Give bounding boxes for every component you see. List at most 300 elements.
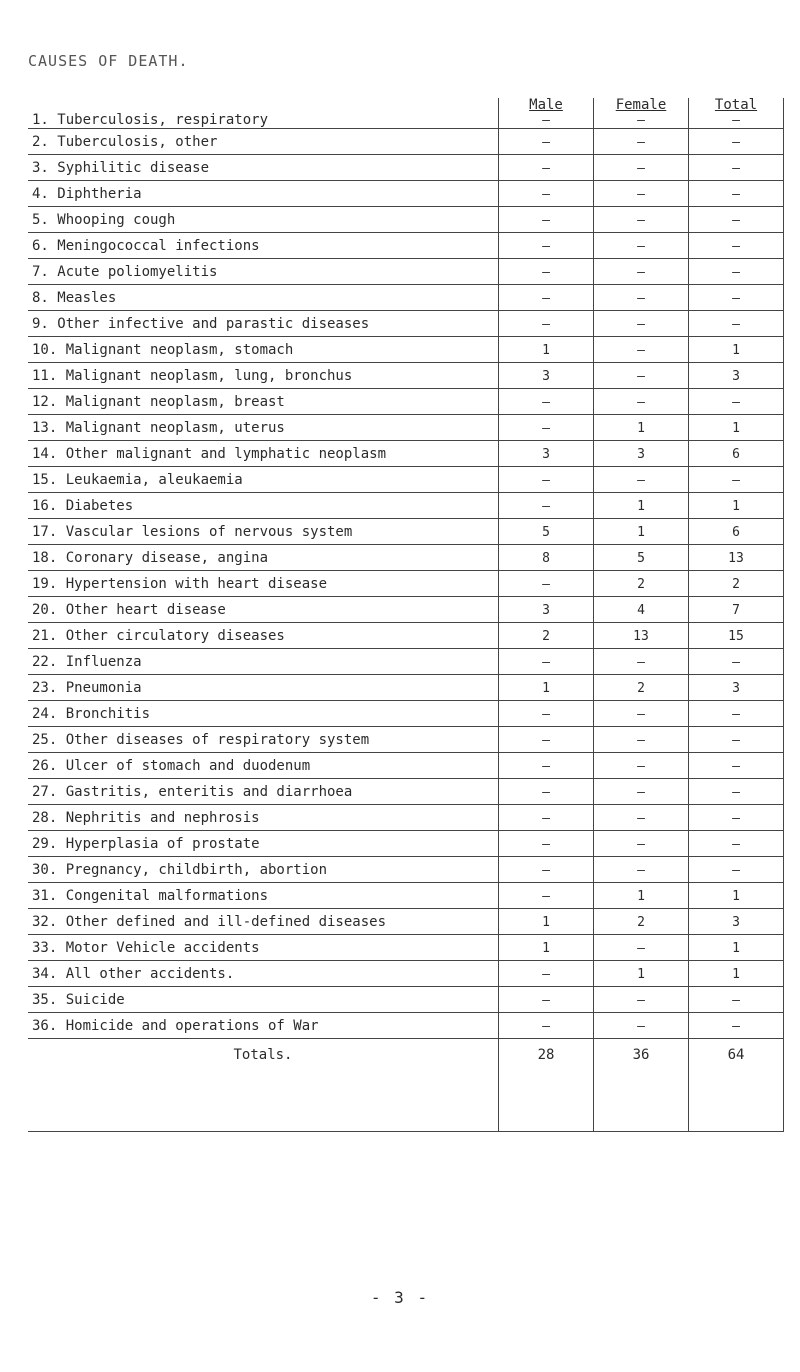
female-value: — — [637, 394, 645, 410]
male-cell — [499, 519, 594, 545]
column-header-total: Total — [714, 97, 758, 113]
total-value: 6 — [732, 524, 740, 540]
totals-total-cell — [689, 1039, 784, 1132]
female-value: — — [637, 862, 645, 878]
male-cell — [499, 571, 594, 597]
table-row — [28, 909, 784, 935]
female-cell — [594, 311, 689, 337]
table-row — [28, 597, 784, 623]
female-value: 2 — [637, 680, 645, 696]
total-cell — [689, 727, 784, 753]
cause-cell — [28, 727, 499, 753]
male-cell — [499, 597, 594, 623]
cause-cell — [28, 805, 499, 831]
male-value: — — [542, 758, 550, 774]
female-cell — [594, 571, 689, 597]
cause-cell — [28, 987, 499, 1013]
table-row — [28, 467, 784, 493]
female-value: — — [637, 264, 645, 280]
female-cell — [594, 987, 689, 1013]
female-value: — — [637, 368, 645, 384]
totals-female-value: 36 — [632, 1047, 650, 1063]
total-value: 1 — [732, 966, 740, 982]
female-cell — [594, 259, 689, 285]
total-cell — [689, 129, 784, 155]
cause-label: 28. Nephritis and nephrosis — [32, 809, 260, 826]
totals-row — [28, 1039, 784, 1132]
total-cell — [689, 98, 784, 129]
male-value: 1 — [542, 940, 550, 956]
table-row — [28, 675, 784, 701]
female-cell — [594, 779, 689, 805]
female-cell — [594, 233, 689, 259]
male-value: — — [542, 498, 550, 514]
total-cell — [689, 415, 784, 441]
cause-label: 10. Malignant neoplasm, stomach — [32, 341, 294, 358]
female-value: 1 — [637, 498, 645, 514]
female-cell — [594, 1013, 689, 1039]
cause-label: 1. Tuberculosis, respiratory — [32, 112, 269, 128]
total-cell — [689, 805, 784, 831]
total-cell — [689, 571, 784, 597]
table-row — [28, 363, 784, 389]
cause-label: 29. Hyperplasia of prostate — [32, 835, 260, 852]
male-cell — [499, 753, 594, 779]
male-value: — — [542, 654, 550, 670]
total-value: — — [732, 758, 740, 774]
male-cell — [499, 1013, 594, 1039]
male-value: — — [542, 420, 550, 436]
total-cell — [689, 181, 784, 207]
male-value: — — [542, 186, 550, 202]
cause-cell — [28, 701, 499, 727]
table-row — [28, 805, 784, 831]
table-row — [28, 311, 784, 337]
female-cell — [594, 883, 689, 909]
column-header-female: Female — [615, 97, 667, 113]
total-cell — [689, 935, 784, 961]
total-cell — [689, 987, 784, 1013]
male-value: — — [542, 113, 550, 128]
cause-label: 18. Coronary disease, angina — [32, 549, 269, 566]
male-value: 3 — [542, 602, 550, 618]
female-cell — [594, 467, 689, 493]
total-value: — — [732, 862, 740, 878]
table-row — [28, 337, 784, 363]
cause-cell — [28, 181, 499, 207]
cause-label: 35. Suicide — [32, 991, 125, 1008]
total-cell — [689, 285, 784, 311]
male-cell — [499, 311, 594, 337]
female-value: 1 — [637, 524, 645, 540]
cause-label: 25. Other diseases of respiratory system — [32, 731, 370, 748]
table-row — [28, 727, 784, 753]
page-heading: CAUSES OF DEATH. — [28, 52, 189, 70]
cause-cell — [28, 675, 499, 701]
male-value: — — [542, 732, 550, 748]
female-value: — — [637, 1018, 645, 1034]
totals-female-cell — [594, 1039, 689, 1132]
female-cell — [594, 545, 689, 571]
cause-cell — [28, 857, 499, 883]
male-value: — — [542, 264, 550, 280]
table-row — [28, 181, 784, 207]
female-value: — — [637, 472, 645, 488]
cause-cell — [28, 233, 499, 259]
total-cell — [689, 337, 784, 363]
cause-label: 22. Influenza — [32, 653, 142, 670]
female-cell — [594, 857, 689, 883]
female-value: 13 — [633, 628, 649, 644]
female-value: — — [637, 836, 645, 852]
male-cell — [499, 155, 594, 181]
cause-cell — [28, 831, 499, 857]
table-row — [28, 649, 784, 675]
total-cell — [689, 623, 784, 649]
total-cell — [689, 1013, 784, 1039]
total-cell — [689, 675, 784, 701]
female-cell — [594, 597, 689, 623]
male-value: 3 — [542, 368, 550, 384]
male-cell — [499, 129, 594, 155]
female-cell — [594, 441, 689, 467]
cause-cell — [28, 753, 499, 779]
table-row — [28, 779, 784, 805]
female-cell — [594, 909, 689, 935]
cause-cell — [28, 623, 499, 649]
male-cell — [499, 207, 594, 233]
female-cell — [594, 623, 689, 649]
cause-cell — [28, 571, 499, 597]
male-cell — [499, 831, 594, 857]
cause-cell — [28, 545, 499, 571]
male-cell — [499, 935, 594, 961]
total-value: — — [732, 316, 740, 332]
cause-cell — [28, 441, 499, 467]
cause-cell — [28, 1013, 499, 1039]
total-cell — [689, 961, 784, 987]
female-value: — — [637, 758, 645, 774]
total-value: — — [732, 836, 740, 852]
cause-label: 15. Leukaemia, aleukaemia — [32, 471, 243, 488]
total-value: 7 — [732, 602, 740, 618]
cause-cell — [28, 493, 499, 519]
female-cell — [594, 207, 689, 233]
cause-label: 4. Diphtheria — [32, 185, 142, 202]
table-row — [28, 961, 784, 987]
causes-of-death-table — [28, 98, 778, 1132]
table-row — [28, 935, 784, 961]
cause-label: 5. Whooping cough — [32, 211, 176, 228]
female-cell — [594, 675, 689, 701]
cause-cell — [28, 363, 499, 389]
table-row — [28, 519, 784, 545]
male-cell — [499, 181, 594, 207]
table-row — [28, 571, 784, 597]
female-cell — [594, 805, 689, 831]
female-value: — — [637, 654, 645, 670]
male-cell — [499, 467, 594, 493]
cause-label: 21. Other circulatory diseases — [32, 627, 285, 644]
total-cell — [689, 857, 784, 883]
cause-label: 12. Malignant neoplasm, breast — [32, 393, 285, 410]
table-row — [28, 233, 784, 259]
male-cell — [499, 259, 594, 285]
female-value: 1 — [637, 966, 645, 982]
female-value: — — [637, 940, 645, 956]
total-cell — [689, 545, 784, 571]
female-value: 3 — [637, 446, 645, 462]
table-row — [28, 831, 784, 857]
total-cell — [689, 233, 784, 259]
cause-label: 14. Other malignant and lymphatic neoplasm — [32, 445, 387, 462]
male-value: — — [542, 576, 550, 592]
total-value: 1 — [732, 498, 740, 514]
female-value: — — [637, 810, 645, 826]
cause-label: 9. Other infective and parastic diseases — [32, 315, 370, 332]
total-value: — — [732, 992, 740, 1008]
cause-cell — [28, 155, 499, 181]
total-value: 1 — [732, 342, 740, 358]
male-value: — — [542, 394, 550, 410]
total-value: 1 — [732, 888, 740, 904]
male-cell — [499, 883, 594, 909]
male-cell — [499, 337, 594, 363]
male-cell — [499, 98, 594, 129]
female-cell — [594, 389, 689, 415]
male-value: 1 — [542, 680, 550, 696]
table-row — [28, 415, 784, 441]
totals-male-cell — [499, 1039, 594, 1132]
female-cell — [594, 493, 689, 519]
male-cell — [499, 649, 594, 675]
cause-cell — [28, 285, 499, 311]
total-value: 1 — [732, 420, 740, 436]
total-value: — — [732, 784, 740, 800]
total-value: — — [732, 472, 740, 488]
female-value: — — [637, 134, 645, 150]
cause-cell — [28, 467, 499, 493]
table-row — [28, 1013, 784, 1039]
male-value: — — [542, 810, 550, 826]
cause-cell — [28, 337, 499, 363]
cause-cell — [28, 389, 499, 415]
male-value: — — [542, 212, 550, 228]
table-header-row — [28, 98, 784, 129]
male-cell — [499, 779, 594, 805]
total-cell — [689, 207, 784, 233]
cause-label: 30. Pregnancy, childbirth, abortion — [32, 861, 328, 878]
cause-label: 23. Pneumonia — [32, 679, 142, 696]
male-cell — [499, 701, 594, 727]
female-cell — [594, 181, 689, 207]
female-value: 2 — [637, 576, 645, 592]
cause-label: 20. Other heart disease — [32, 601, 226, 618]
total-cell — [689, 155, 784, 181]
female-cell — [594, 285, 689, 311]
cause-cell — [28, 883, 499, 909]
male-value: — — [542, 238, 550, 254]
totals-total-value: 64 — [727, 1047, 745, 1063]
male-value: — — [542, 784, 550, 800]
male-cell — [499, 389, 594, 415]
total-cell — [689, 701, 784, 727]
table-row — [28, 441, 784, 467]
cause-label: 3. Syphilitic disease — [32, 159, 210, 176]
cause-label: 33. Motor Vehicle accidents — [32, 939, 260, 956]
cause-cell — [28, 98, 499, 129]
cause-label: 24. Bronchitis — [32, 705, 151, 722]
female-value: — — [637, 732, 645, 748]
total-value: — — [732, 810, 740, 826]
female-cell — [594, 337, 689, 363]
female-value: — — [637, 160, 645, 176]
totals-label: Totals. — [233, 1047, 293, 1063]
totals-male-value: 28 — [537, 1047, 555, 1063]
table-row — [28, 259, 784, 285]
female-cell — [594, 98, 689, 129]
cause-cell — [28, 129, 499, 155]
table-row — [28, 155, 784, 181]
cause-label: 27. Gastritis, enteritis and diarrhoea — [32, 783, 353, 800]
female-value: — — [637, 342, 645, 358]
cause-label: 17. Vascular lesions of nervous system — [32, 523, 353, 540]
total-cell — [689, 259, 784, 285]
male-value: 1 — [542, 342, 550, 358]
female-cell — [594, 649, 689, 675]
female-cell — [594, 155, 689, 181]
female-value: — — [637, 113, 645, 128]
male-cell — [499, 805, 594, 831]
male-cell — [499, 441, 594, 467]
cause-label: 34. All other accidents. — [32, 965, 235, 982]
total-value: 3 — [732, 914, 740, 930]
total-cell — [689, 831, 784, 857]
cause-label: 31. Congenital malformations — [32, 887, 269, 904]
total-value: — — [732, 238, 740, 254]
female-cell — [594, 935, 689, 961]
table-row — [28, 987, 784, 1013]
male-value: — — [542, 290, 550, 306]
total-cell — [689, 311, 784, 337]
total-cell — [689, 779, 784, 805]
cause-label: 26. Ulcer of stomach and duodenum — [32, 757, 311, 774]
female-cell — [594, 129, 689, 155]
male-value: 8 — [542, 550, 550, 566]
cause-cell — [28, 519, 499, 545]
female-cell — [594, 701, 689, 727]
total-value: 13 — [728, 550, 744, 566]
female-value: 4 — [637, 602, 645, 618]
total-value: — — [732, 654, 740, 670]
total-value: 3 — [732, 368, 740, 384]
total-cell — [689, 441, 784, 467]
male-cell — [499, 285, 594, 311]
male-cell — [499, 233, 594, 259]
total-value: 6 — [732, 446, 740, 462]
table-row — [28, 753, 784, 779]
total-cell — [689, 493, 784, 519]
total-cell — [689, 389, 784, 415]
cause-label: 16. Diabetes — [32, 497, 134, 514]
male-cell — [499, 363, 594, 389]
cause-cell — [28, 649, 499, 675]
table-row — [28, 623, 784, 649]
table-row — [28, 493, 784, 519]
male-cell — [499, 857, 594, 883]
cause-label: 7. Acute poliomyelitis — [32, 263, 218, 280]
total-cell — [689, 753, 784, 779]
female-value: — — [637, 212, 645, 228]
total-value: 15 — [728, 628, 744, 644]
male-cell — [499, 415, 594, 441]
female-value: — — [637, 784, 645, 800]
cause-label: 11. Malignant neoplasm, lung, bronchus — [32, 367, 353, 384]
male-value: — — [542, 888, 550, 904]
male-value: 1 — [542, 914, 550, 930]
total-value: 1 — [732, 940, 740, 956]
female-cell — [594, 415, 689, 441]
total-value: — — [732, 394, 740, 410]
female-value: — — [637, 290, 645, 306]
female-value: — — [637, 706, 645, 722]
male-value: 3 — [542, 446, 550, 462]
female-value: — — [637, 316, 645, 332]
male-cell — [499, 675, 594, 701]
page-number: - 3 - — [370, 1288, 430, 1307]
total-value: — — [732, 264, 740, 280]
total-value: 2 — [732, 576, 740, 592]
male-value: — — [542, 966, 550, 982]
female-cell — [594, 831, 689, 857]
cause-cell — [28, 415, 499, 441]
male-value: — — [542, 134, 550, 150]
table-row — [28, 129, 784, 155]
male-value: — — [542, 316, 550, 332]
female-cell — [594, 753, 689, 779]
male-value: — — [542, 1018, 550, 1034]
cause-cell — [28, 597, 499, 623]
female-value: — — [637, 992, 645, 1008]
male-value: 5 — [542, 524, 550, 540]
female-cell — [594, 519, 689, 545]
cause-label: 13. Malignant neoplasm, uterus — [32, 419, 285, 436]
cause-cell — [28, 909, 499, 935]
total-value: — — [732, 732, 740, 748]
total-cell — [689, 909, 784, 935]
female-cell — [594, 363, 689, 389]
cause-cell — [28, 311, 499, 337]
table-row — [28, 701, 784, 727]
total-cell — [689, 649, 784, 675]
male-cell — [499, 493, 594, 519]
total-cell — [689, 883, 784, 909]
female-value: 1 — [637, 420, 645, 436]
female-cell — [594, 961, 689, 987]
table-row — [28, 285, 784, 311]
female-cell — [594, 727, 689, 753]
male-value: — — [542, 862, 550, 878]
male-cell — [499, 727, 594, 753]
male-value: 2 — [542, 628, 550, 644]
cause-label: 36. Homicide and operations of War — [32, 1017, 319, 1034]
total-cell — [689, 363, 784, 389]
total-cell — [689, 467, 784, 493]
total-value: — — [732, 160, 740, 176]
total-cell — [689, 519, 784, 545]
cause-label: 19. Hypertension with heart disease — [32, 575, 328, 592]
total-value: — — [732, 290, 740, 306]
